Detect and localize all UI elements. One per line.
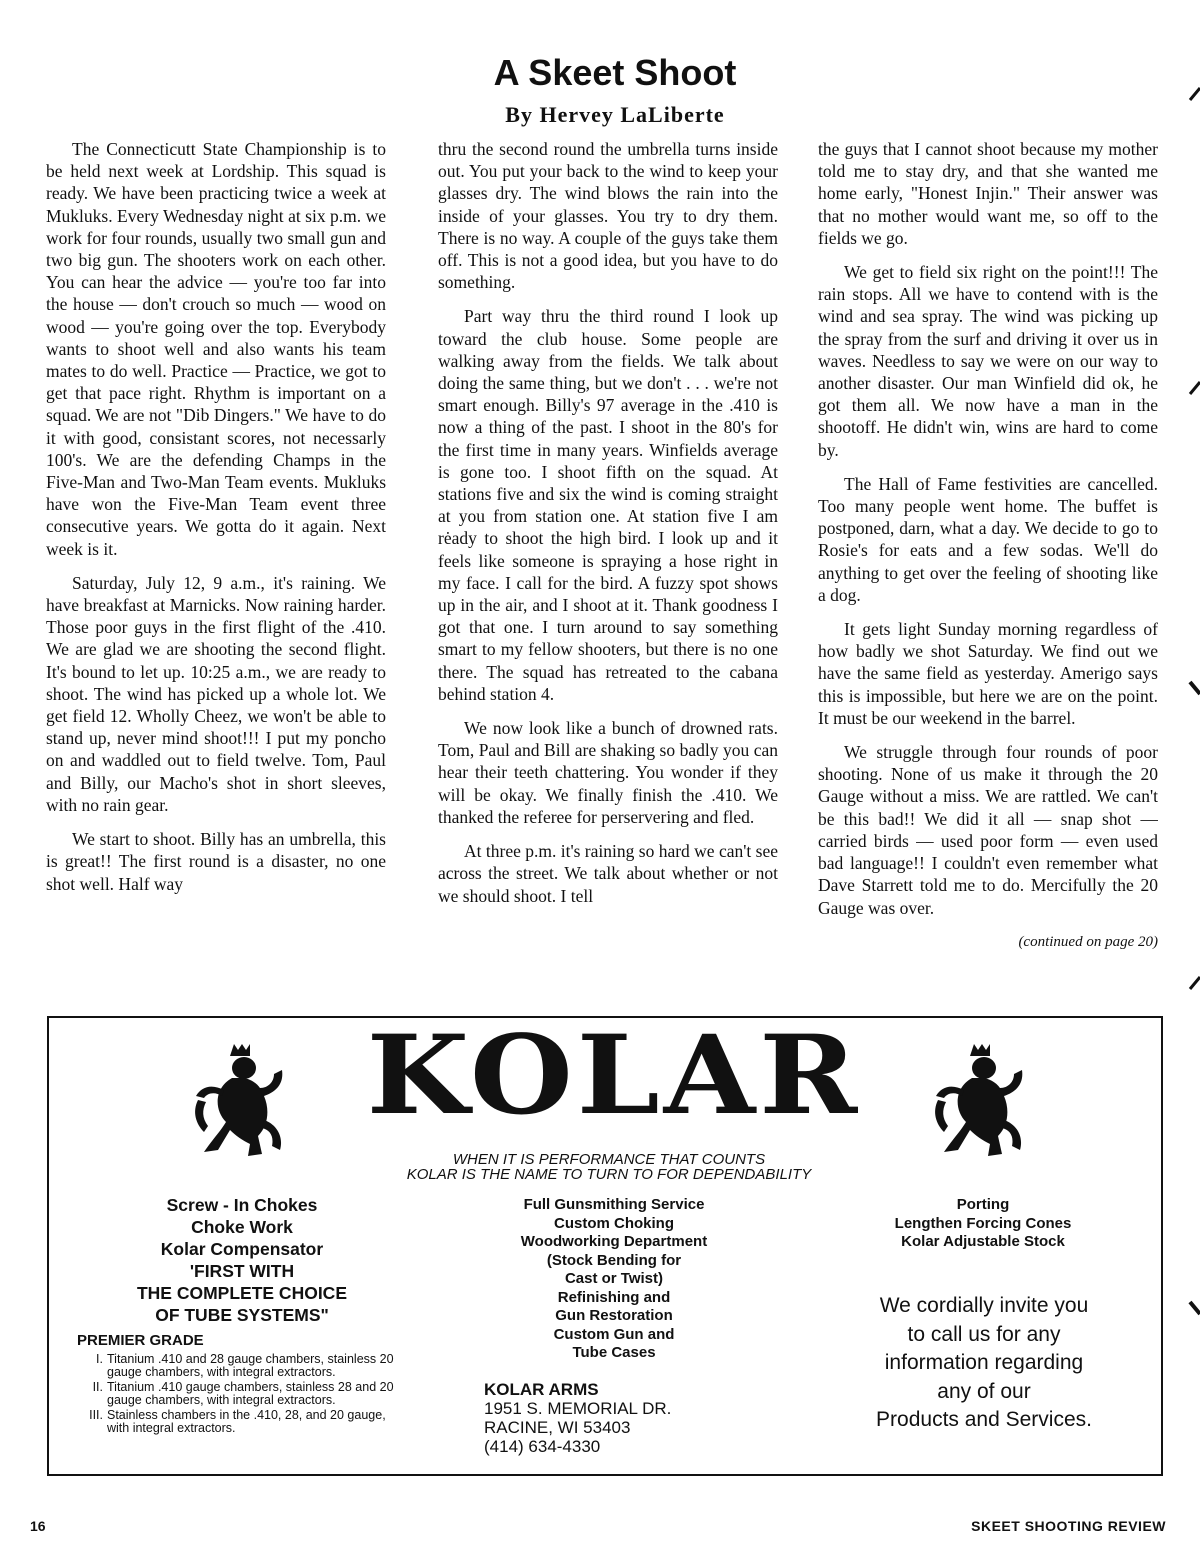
paragraph: We struggle through four rounds of poor shooting. None of us make it through the 20 Gauge without a miss. We are rattled. We can't be this bad!! We did it all — snap shot — carried birds — used poor form — even used bad language!! I couldn't even remember what Dave Starrett told me to do. Mercifully the 20 Gauge was over. [818,742,1158,918]
paragraph: the guys that I cannot shoot because my mother told me to stay dry, and that she wanted me home early, "Honest Injin." Their answer was that no mother would want me, so off to the fields we go. [818,139,1158,248]
ad-feature: Choke Work [191,1217,293,1237]
ad-tagline: KOLAR IS THE NAME TO TURN TO FOR DEPENDABILITY [406,1166,812,1183]
ad-feature: Porting [956,1196,1010,1213]
company-address [484,1380,744,1456]
paragraph: The Hall of Fame festivities are cancelled. Too many people went home. The buffet is postponed, darn, what a day. We decide to go to Rosie's for eats and a few sodas. We'll do anything to get over the feeling of shooting like a dog. [818,473,1158,605]
invitation-text: We cordially invite you to call us for any information regarding any of our Products and Services. [876,1294,1092,1431]
phone-number: (414) 634-4330 [484,1437,601,1456]
company-name: KOLAR ARMS [484,1380,599,1399]
publication-title: SKEET SHOOTING REVIEW [971,1518,1166,1534]
paragraph: We get to field six right on the point!!! The rain stops. All we have to contend with is the wind and sea spray. The wind was picking up the spray from the surf and driving it over us in waves. Needless to say we were on our way to another disaster. Our man Winfield did ok, he got them all. We now have a man in the shootoff. He didn't win, wins are hard to come by. [818,262,1158,460]
paragraph: Part way thru the third round I look up toward the club house. Some people are walking away from the fields. We talk about doing the same thing, but we don't . . . we're not smart enough. Billy's 97 average in the .410 is now a thing of the past. I shoot in the 80's for the first time in many years. Winfields average is gone too. I shoot fifth on the squad. At stations five and six the wind is coming straight at you from station one. At station five I am rėady to shoot the high bird. I look up and it feels like someone is spraying a hose right in my face. I call for the bird. A fuzzy spot shows up in the air, and I shoot at it. Thank goodness I got that one. I turn around to say something smart to my fellow shooters, but there is no one there. The squad has retreated to the cabana behind station 4. [438,306,778,704]
binding-mark [1188,86,1200,102]
binding-mark [1188,380,1200,396]
ad-feature: Screw - In Chokes [166,1195,318,1215]
ad-feature: 'FIRST WITH [189,1261,295,1281]
ad-left-column [77,1194,407,1437]
paragraph: We start to shoot. Billy has an umbrella, this is great!! The first round is a disaster, no one shot well. Half way [46,829,386,894]
article-title: A Skeet Shoot [493,52,737,93]
binding-mark [1188,975,1200,991]
ad-feature: THE COMPLETE CHOICE [136,1283,347,1303]
service-item: Woodworking Department [520,1233,708,1250]
grade-item: II. Titanium .410 gauge chambers, stainless 28 and 20 gauge chambers, with integral extractors. [92,1380,394,1407]
binding-mark [1188,680,1200,696]
service-item: Gun Restoration [555,1307,673,1324]
grade-list [77,1353,407,1434]
paragraph: Saturday, July 12, 9 a.m., it's raining. We have breakfast at Marnicks. Now raining harder. Those poor guys in the first flight of the .410. We are glad we are shooting the second flight. It's bound to let up. 10:25 a.m., we are ready to shoot. The wind has picked up a whole lot. We get field 12. Wholly Cheez, we won't be able to stand up, never mind shoot!!! I put my poncho on and waddled out to field twelve. Tom, Paul and Billy, our Macho's shot in short sleeves, with no rain gear. [46,572,386,815]
ad-services-list [479,1196,749,1363]
paragraph: The Connecticutt State Championship is to be held next week at Lordship. This squad is ready. We have been practicing twice a week at Mukluks. Every Wednesday night at six p.m. we work for four rounds, usually two small gun and two big gun. The shooters work on each other. You can hear the advice — you're too far into the house — don't crouch so much — wood on wood — you're going over the top. Everybody wants to shoot well and also wants his team mates to do well. Practice — Practice, we got to get that pace right. Rhythm is important on a squad. We are not "Dib Dingers." We have to do it with good, consistant scores, not necessarly 100's. We are the defending Champs in the Five-Man and Two-Man Team events. Mukluks have won the Five-Man Team event three consecutive years. We gotta do it again. Next week is it. [46,139,386,559]
lion-crest-icon [184,1040,294,1160]
ad-feature: Lengthen Forcing Cones [894,1214,1072,1232]
paragraph: At three p.m. it's raining so hard we can't see across the street. We talk about whether or not we should shoot. I tell [438,841,778,906]
continued-note: (continued on page 20) [1018,933,1158,950]
service-item: Tube Cases [572,1344,656,1361]
paragraph: It gets light Sunday morning regardless of how badly we shot Saturday. We find out we have the same field as yesterday. Amerigo says this is impossible, but here we are on the point. It must be our weekend in the barrel. [818,619,1158,728]
premier-grade-heading: PREMIER GRADE [77,1332,204,1349]
ad-feature: Kolar Compensator [160,1239,324,1259]
service-item: Cast or Twist) [564,1270,664,1287]
lion-crest-icon [924,1040,1034,1160]
kolar-logo: KOLAR [366,1011,862,1139]
article-byline: By Hervey LaLiberte [505,102,725,127]
ad-feature: OF TUBE SYSTEMS" [155,1305,329,1325]
grade-item: III. Stainless chambers in the .410, 28, and 20 gauge, with integral extractors. [89,1408,386,1435]
service-item: Custom Gun and [553,1325,675,1343]
article-column-3 [818,138,1158,1000]
paragraph: thru the second round the umbrella turns inside out. You put your back to the wind to keep your glasses dry. The wind blows the rain into the inside of your glasses. You try to dry them. There is no way. A couple of the guys take them off. This is not a good idea, but you have to do something. [438,139,778,293]
ad-tagline: WHEN IT IS PERFORMANCE THAT COUNTS [452,1151,766,1168]
address-street: 1951 S. MEMORIAL DR. [484,1399,672,1418]
address-city: RACINE, WI 53403 [484,1418,631,1437]
paragraph: We now look like a bunch of drowned rats. Tom, Paul and Bill are shaking so badly you can hear their teeth chattering. You wonder if they will be okay. We finally finish the .410. We thanked the referee for perservering and fled. [438,718,778,827]
service-item: Custom Choking [554,1214,674,1232]
service-item: Full Gunsmithing Service [523,1196,705,1213]
service-item: Refinishing and [557,1288,671,1306]
ad-right-column [849,1196,1117,1252]
service-item: (Stock Bending for [546,1251,682,1269]
binding-mark [1188,1300,1200,1316]
grade-item: I. Titanium .410 and 28 gauge chambers, stainless 20 gauge chambers, with integral extractors. [96,1352,394,1379]
page-number: 16 [30,1518,46,1534]
ad-feature: Kolar Adjustable Stock [901,1233,1065,1250]
article-column-1 [46,138,386,1000]
kolar-advertisement [47,1011,1163,1476]
article-column-2 [438,138,778,1000]
